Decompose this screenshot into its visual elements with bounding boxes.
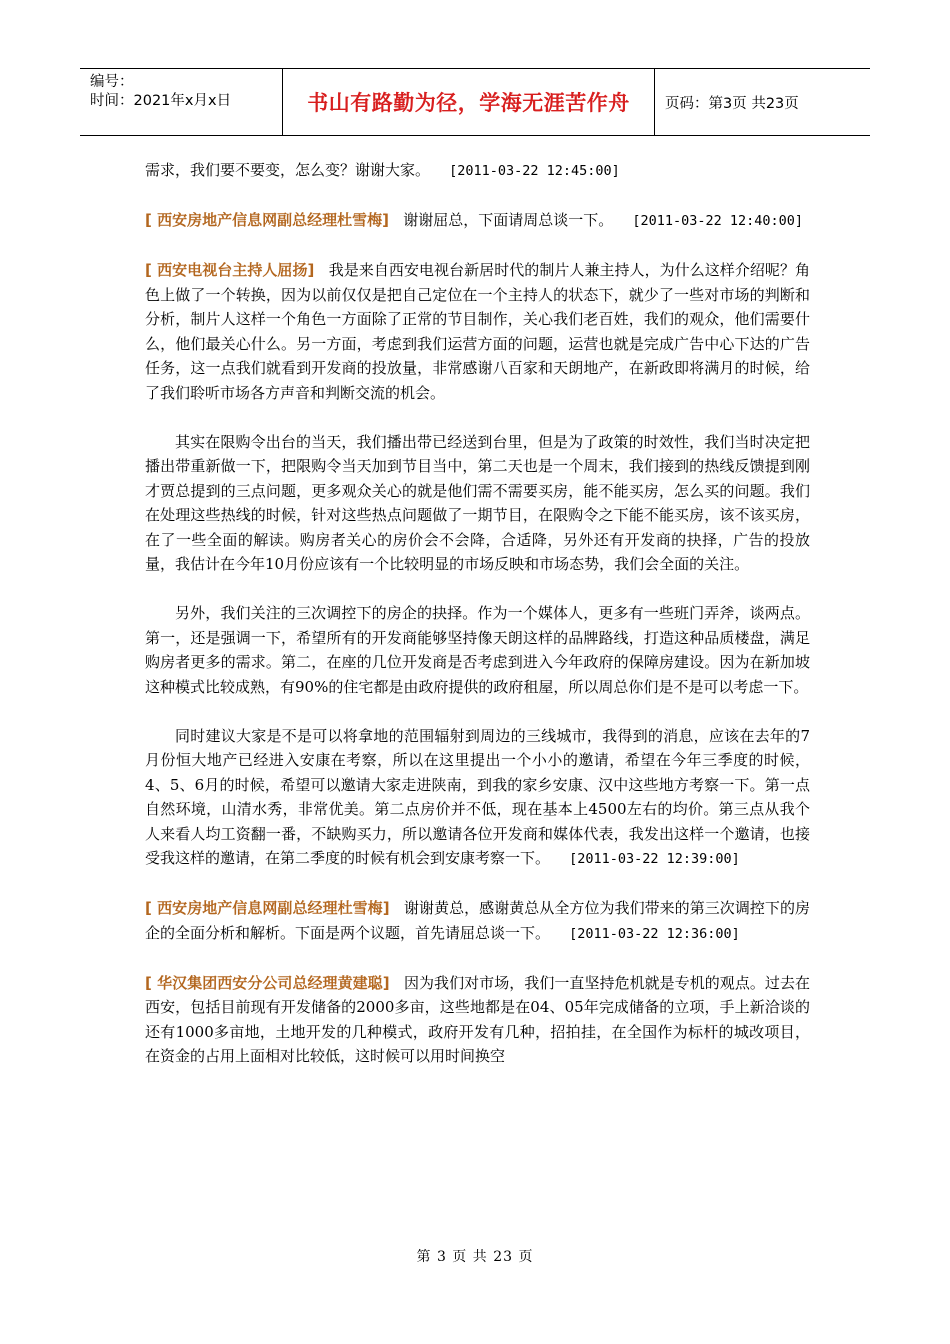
paragraph [145,601,810,699]
paragraph [145,724,810,872]
header-motto-cell [282,69,655,135]
paragraph-text: 需求，我们要不要变，怎么变？谢谢大家。 [145,161,431,179]
paragraph [145,158,810,184]
page-footer: 第 3 页 共 23 页 [416,1249,534,1265]
paragraph [145,208,810,234]
number-label: 编号： [90,74,134,90]
paragraph [145,971,810,1069]
timestamp: [2011-03-22 12:39:00] [569,851,740,867]
motto: 书山有路勤为径，学海无涯苦作舟 [307,91,630,115]
timestamp: [2011-03-22 12:36:00] [569,925,740,942]
timestamp: [2011-03-22 12:45:00] [449,163,620,179]
paragraph-text: 谢谢黄总，感谢黄总从全方位为我们带来的第三次调控下的房企的全面分析和解析。下面是两个议题，首先请屈总谈一下。 [145,899,810,942]
paragraph [145,896,810,946]
speaker-label: [ 西安房地产信息网副总经理杜雪梅] [145,211,389,229]
speaker-label: [ 西安电视台主持人屈扬] [145,261,315,279]
document-body [145,158,810,1093]
paragraph-text: 谢谢屈总，下面请周总谈一下。 [403,211,614,229]
page-info: 页码：第3页 共23页 [665,95,799,112]
header-meta [80,69,282,135]
speaker-label: [ 华汉集团西安分公司总经理黄建聪] [145,973,390,992]
paragraph [145,258,810,405]
paragraph-text: 另外，我们关注的三次调控下的房企的抉择。作为一个媒体人，更多有一些班门弄斧，谈两点。第一，还是强调一下，希望所有的开发商能够坚持像天朗这样的品牌路线，打造这种品质楼盘，满足购房者更多的需求。第二，在座的几位开发商是否考虑到进入今年政府的保障房建设。因为在新加坡这种模式比较成熟，有90%的住宅都是由政府提供的政府租屋，所以周总你们是不是可以考虑一下。 [145,604,810,696]
paragraph-text: 我是来自西安电视台新居时代的制片人兼主持人，为什么这样介绍呢？角色上做了一个转换，因为以前仅仅是把自己定位在一个主持人的状态下，就少了一些对市场的判断和分析，制片人这样一个角色一方面除了正常的节目制作，关心我们老百姓，我们的观众，他们需要什么，他们最关心什么。另一方面，考虑到我们运营方面的问题，运营也就是完成广告中心下达的广告任务，这一点我们就看到开发商的投放量，非常感谢八百家和天朗地产，在新政即将满月的时候，给了我们聆听市场各方声音和判断交流的机会。 [145,261,810,402]
header-page-info [655,69,870,135]
paragraph-text: 同时建议大家是不是可以将拿地的范围辐射到周边的三线城市，我得到的消息，应该在去年的7月份恒大地产已经进入安康在考察，所以在这里提出一个小小的邀请，希望在今年三季度的时候，4、5、6月的时候，希望可以邀请大家走进陕南，到我的家乡安康、汉中这些地方考察一下。第一点自然环境，山清水秀，非常优美。第二点房价并不低，现在基本上4500左右的均价。第三点从我个人来看人均工资翻一番，不缺购买力，所以邀请各位开发商和媒体代表，我发出这样一个邀请，也接受我这样的邀请，在第二季度的时候有机会到安康考察一下。 [145,726,810,867]
paragraph-text: 因为我们对市场，我们一直坚持危机就是专机的观点。过去在西安，包括目前现有开发储备的2000多亩，这些地都是在04、05年完成储备的立项，手上新洽谈的还有1000多亩地，土地开发的几种模式，政府开发有几种，招拍挂，在全国作为标杆的城改项目，在资金的占用上面相对比较低，这时候可以用时间换空 [145,973,810,1065]
speaker-label: [ 西安房地产信息网副总经理杜雪梅] [145,899,390,917]
time-label: 时间：2021年x月x日 [90,93,232,109]
paragraph-text: 其实在限购令出台的当天，我们播出带已经送到台里，但是为了政策的时效性，我们当时决定把播出带重新做一下，把限购令当天加到节目当中，第二天也是一个周末，我们接到的热线反馈提到刚才贾总提到的三点问题，更多观众关心的就是他们需不需要买房，能不能买房，怎么买的问题。我们在处理这些热线的时候，针对这些热点问题做了一期节目，在限购令之下能不能买房，该不该买房，在了一些全面的解读。购房者关心的房价会不会降，合适降，另外还有开发商的抉择，广告的投放量，我估计在今年10月份应该有一个比较明显的市场反映和市场态势，我们会全面的关注。 [145,432,810,573]
page-header [80,68,870,136]
timestamp: [2011-03-22 12:40:00] [632,213,804,229]
paragraph [145,430,810,577]
